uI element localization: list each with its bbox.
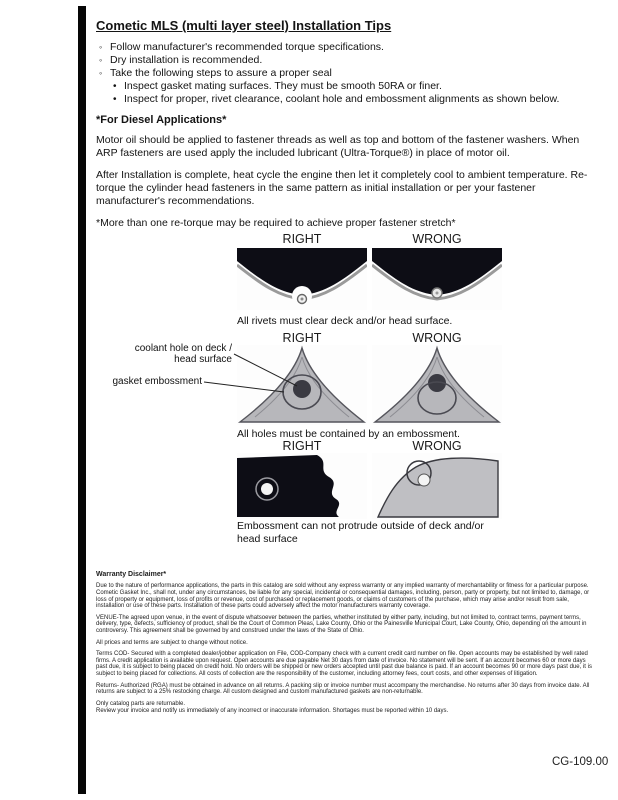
right-label: RIGHT: [282, 232, 322, 246]
tip-text: Follow manufacturer's recommended torque specifications.: [110, 41, 384, 53]
wrong-label: WRONG: [412, 439, 462, 453]
tip-sub-item: [99, 80, 559, 93]
right-label: RIGHT: [282, 331, 322, 345]
diesel-paragraph-1: Motor oil should be applied to fastener threads as well as top and bottom of the fastener washers. When ARP fasteners are used apply the included lubricant (Ultra-Torque®) in place of motor oil.: [96, 134, 580, 159]
rivet-right-diagram: [237, 248, 367, 310]
diesel-applications-section: [96, 114, 596, 230]
diagram-caption-holes: All holes must be contained by an embossment.: [237, 428, 460, 440]
diagrams-section: [0, 230, 618, 552]
tip-text: Dry installation is recommended.: [110, 54, 263, 66]
tip-text: Inspect for proper, rivet clearance, coolant hole and embossment alignments as shown below.: [124, 93, 560, 105]
tip-text: Take the following steps to assure a proper seal: [110, 67, 332, 79]
filled-bullet-icon: •: [113, 94, 117, 105]
tip-item: [99, 54, 559, 67]
warranty-paragraph: Due to the nature of performance applications, the parts in this catalog are sold without any express warranty or any implied warranty of merchantability or fitness for a particular purpose. Cometic Gasket Inc., shall not, under any circumstances, be liable for any special, incidental or consequential damages, including, person, party or property, but not limited to, damage, or loss of property or equipment, loss of profits or revenue, cost of purchased or replacement goods, or claims of customers of the purchase, which may arise and/or result from sale, installation or use of these parts. Installation of these parts could adversely affect the motor manufacturers warranty coverage.: [96, 583, 590, 610]
tip-item: [99, 67, 559, 80]
embossment-inside-correct-image: [237, 453, 367, 519]
open-bullet-icon: ◦: [99, 55, 103, 65]
installation-tips-list: [99, 41, 559, 106]
page-title: Cometic MLS (multi layer steel) Installation Tips: [96, 18, 392, 33]
right-label: RIGHT: [282, 439, 322, 453]
warranty-paragraph: Returns- Authorized (RGA) must be obtained in advance on all returns. A packing slip or invoice number must accompany the merchandise. No returns after 30 days from invoice date. All returns are subject to a 25% restocking charge. All custom designed and custom manufactured gaskets are non-returnable.: [96, 682, 590, 696]
diagram-caption-protrude: Embossment can not protrude outside of deck and/or head surface: [237, 520, 484, 545]
rivet-clearance-correct-image: [237, 248, 367, 310]
open-bullet-icon: ◦: [99, 42, 103, 52]
warranty-paragraph: Terms COD- Secured with a completed dealer/jobber application on File, COD-Company check with a current credit card number on file. Open accounts may be established by well rated firms. A credit application is available upon request. Open accounts are due payable Net 30 days from date of invoice. No statement will be sent. If an account becomes 60 or more days past due, it is subject to being placed on credit hold. No orders will be shipped or new orders accepted until past due balance is paid. If an account becomes 90 or more days past due, it is subject to being placed for collections. All costs of collection are the responsibility of the customer, including attorney fees, court costs, and other expenses of litigation.: [96, 650, 592, 678]
retorque-note: *More than one re-torque may be required to achieve proper fastener stretch*: [96, 217, 456, 229]
embossment-outside-wrong-image: [372, 453, 502, 519]
wrong-label: WRONG: [412, 331, 462, 345]
open-bullet-icon: ◦: [99, 68, 103, 78]
rivet-wrong-diagram: [372, 248, 502, 310]
rivet-clearance-wrong-image: [372, 248, 502, 310]
tip-text: Inspect gasket mating surfaces. They must be smooth 50RA or finer.: [124, 80, 442, 92]
hole-contained-correct-image: [237, 345, 367, 425]
filled-bullet-icon: •: [113, 81, 117, 92]
tip-sub-item: [99, 93, 559, 106]
wrong-label: WRONG: [412, 232, 462, 246]
diesel-heading: *For Diesel Applications*: [96, 114, 227, 126]
protrude-right-diagram: [237, 453, 367, 519]
document-code: CG-109.00: [552, 756, 609, 768]
tip-item: [99, 41, 559, 54]
warranty-heading: Warranty Disclaimer*: [96, 571, 167, 578]
protrude-wrong-diagram: [372, 453, 502, 519]
warranty-paragraph: All prices and terms are subject to change without notice.: [96, 639, 248, 646]
embossment-wrong-diagram: [372, 345, 502, 425]
diagram-caption-rivets: All rivets must clear deck and/or head surface.: [237, 315, 453, 327]
warranty-paragraph: VENUE-The agreed upon venue, in the event of dispute whatsoever between the parties, whether instituted by either party, including, but not limited to, contract terms, payment terms, delivery, type, defects, sufficiency of product, shall be the Court of Common Pleas, Lake County, Ohio or the Painesville Municipal Court, Lake County, Ohio, depending on the amount in controversy. This agreement shall be governed by and construed under the laws of the State of Ohio.: [96, 614, 587, 635]
embossment-right-diagram: [237, 345, 367, 425]
warranty-paragraph: Review your invoice and notify us immediately of any incorrect or inaccurate information. Shortages must be reported within 10 days.: [96, 707, 449, 714]
warranty-paragraph: Only catalog parts are returnable.: [96, 700, 186, 707]
annotation-coolant-hole: coolant hole on deck / head surface: [134, 343, 232, 365]
diesel-paragraph-2: After Installation is complete, heat cycle the engine then let it completely cool to ambient temperature. Re-torque the cylinder head fasteners in the same pattern as initial installation or per your fastener manufacturer's recommendations.: [96, 169, 588, 207]
annotation-gasket-embossment: gasket embossment: [112, 376, 202, 387]
warranty-disclaimer-section: [96, 571, 597, 719]
hole-contained-wrong-image: [372, 345, 502, 425]
